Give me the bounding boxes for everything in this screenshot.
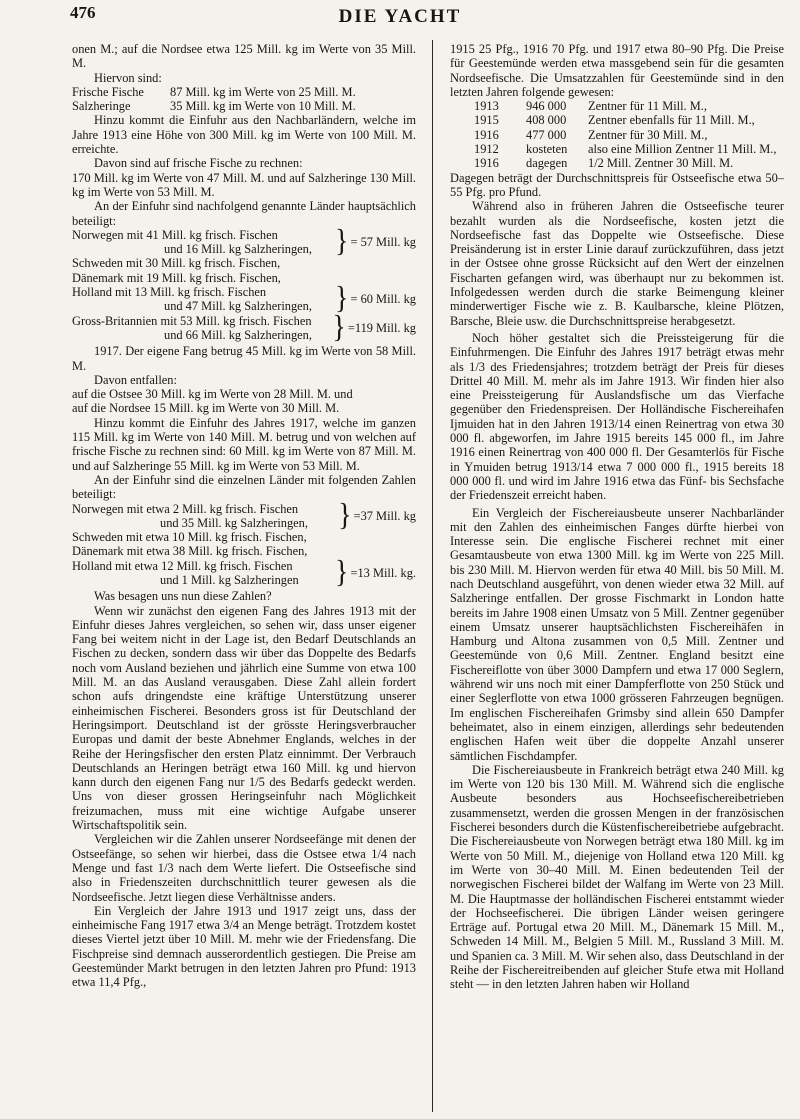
import-table-1913 <box>72 223 416 346</box>
paragraph: Vergleichen wir die Zahlen unserer Nordseefänge mit denen der Ostseefänge, so sehen wir hierbei, dass die Ostsee etwa 1/4 nach Menge und fast 1/3 nach dem Werte liefert. Die Ostseefische sind also in Friedenszeiten durchschnittlich teurer gewesen als die Nordseefische. Jetzt liegen diese Verhältnisse anders. <box>72 832 416 904</box>
table-row: 1913 946 000 Zentner für 11 Mill. M., <box>474 99 707 114</box>
brace: } <box>332 309 346 346</box>
paragraph: Noch höher gestaltet sich die Preissteigerung für die Einfuhrmengen. Die Einfuhr des Jahres 1917 beträgt etwas mehr als 1/3 des Friedensjahres; trotzdem beträgt der Preis für dieses Drittel 40 Mill. M. mehr als im Jahre 1913. Wir finden hier also eine Preissteigerung für Auslandsfische um das Vierfache gegenüber den Friedenspreisen. Der Holländische Fischereihafen Ijmuiden hat in den Jahren 1913/14 einen Reinertrag von etwa 30 000 fl. abgeworfen, im Jahre 1915 bereits 145 000 fl., im Jahre 1916 einen Reinertrag von 400 000 fl. Der Gesamterlös für Fische in Ymuiden betrug 1913/14 etwa 7 000 000 fl., 1915 bereits 18 000 000 fl. und wird im Jahre 1916 etwa das Fünf- bis Sechsfache der Friedenszeit erreicht haben. <box>450 330 784 503</box>
list-item: Frische Fische 87 Mill. kg im Werte von 25 Mill. M. <box>72 84 356 99</box>
paragraph: Davon entfallen: <box>94 372 177 387</box>
right-column <box>450 42 784 992</box>
table-row: 1915 408 000 Zentner ebenfalls für 11 Mill. M., <box>474 113 755 128</box>
table-row: Gross-Britannien mit 53 Mill. kg frisch. Fischen und 66 Mill. kg Salzheringen, } =119 Mill. kg <box>72 309 416 346</box>
paragraph: 170 Mill. kg im Werte von 47 Mill. M. und auf Salzheringe 130 Mill. kg im Werte von 53 Mill. M. <box>72 170 416 199</box>
table-row: Holland mit etwa 12 Mill. kg frisch. Fischen und 1 Mill. kg Salzheringen } =13 Mill. kg. <box>72 554 416 591</box>
table-row: Dänemark mit 19 Mill. kg frisch. Fischen, <box>72 270 281 285</box>
paragraph: Wenn wir zunächst den eigenen Fang des Jahres 1913 mit der Einfuhr dieses Jahres vergleichen, so sehen wir, dass unser eigener Fang bei weitem nicht in der Lage ist, den Bedarf Deutschlands an Fischen zu decken, sondern dass wir über das Doppelte des Bedarfs noch vom Ausland beziehen und jährlich eine Summe von etwa 100 Mill. M. an das Ausland verausgaben. Diese Zahl allein fordert schon aufs dringendste eine kräftige Unterstützung unserer einheimischen Fischerei. Besonders gross ist für Deutschland der Heringsimport. Deutschland ist der grösste Heringsverbraucher Europas und damit der beste Abnehmer Englands, welches in der Reihe der Heringsfischer den ersten Platz einnimmt. Der Verbrauch Deutschlands an Heringen beträgt etwa 160 Mill. kg und hiervon kann durch den eigenen Fang nur 1/5 des Bedarfs gedeckt werden. Uns von dieser grossen Heringseinfuhr nach Möglichkeit freizumachen, muss mit eine wichtige Aufgabe unserer Wirtschaftspolitik sein. <box>72 603 416 833</box>
table-row: Dänemark mit etwa 38 Mill. kg frisch. Fischen, <box>72 544 308 559</box>
paragraph: Hinzu kommt die Einfuhr aus den Nachbarländern, welche im Jahre 1913 eine Höhe von 300 Mill. kg im Werte von 100 Mill. M. erreichte. <box>72 113 416 157</box>
paragraph: An der Einfuhr sind die einzelnen Länder mit folgenden Zahlen beteiligt: <box>72 472 416 502</box>
paragraph: Hinzu kommt die Einfuhr des Jahres 1917, welche im ganzen 115 Mill. kg im Werte von 140 Mill. M. betrug und von welchen auf frische Fische zu rechnen sind: 60 Mill. kg im Werte von 87 Mill. M. und auf Salzheringe 55 Mill. kg im Werte von 53 Mill. M. <box>72 415 416 473</box>
table-row: 1912 kosteten also eine Million Zentner 11 Mill. M., <box>474 142 777 157</box>
brace: } <box>335 554 349 591</box>
turnover-table <box>450 99 784 170</box>
brace: } <box>335 223 349 260</box>
table-row: Holland mit 13 Mill. kg frisch. Fischen und 47 Mill. kg Salzheringen, } = 60 Mill. kg <box>72 280 416 317</box>
import-table-1917 <box>72 497 416 591</box>
paragraph: 1917. Der eigene Fang betrug 45 Mill. kg im Werte von 58 Mill. M. <box>72 344 416 373</box>
list-item: Salzheringe 35 Mill. kg im Werte von 10 Mill. M. <box>72 99 356 114</box>
paragraph: Ein Vergleich der Fischereiausbeute unserer Nachbarländer mit den Zahlen des einheimischen Fanges dürfte hierbei von Interesse sein. Die englische Fischerei rechnet mit einer Gesamtausbeute von etwa 1300 Mill. kg im Werte von 225 Mill. bis 230 Mill. M. Hiervon werden für etwa 40 Mill. bis 50 Mill. M. nach Deutschland ausgeführt, von denen wieder etwa 32 Mill. auf Salzheringe entfallen. Der grosse Fischmarkt in London hatte bereits im Jahre 1908 einen Umsatz von 5 Mill. Zentner gegenüber einem Umsatz unserer hauptsächlichsten Fischereihäfen in Hamburg und Altona zusammen von 0,5 Mill. Zentner und Geestemünde von 0,6 Mill. Zentner. England besitzt eine Fischereiflotte von über 3000 Dampfern und etwa 17 000 Seglern, während wir uns noch mit einer Dampferflotte von 250 Stück und einer Seglerflotte von etwa 1000 grösseren Fahrzeugen begnügen. Im englischen Fischereihafen Grimsby sind allein 650 Dampfer beheimatet, also in einem einzigen, allerdings sehr bedeutenden englischen Hafen weit über die doppelte Anzahl unserer sämtlichen Fischdampfer. <box>450 505 784 763</box>
brace: } <box>335 280 349 317</box>
paragraph: Was besagen uns nun diese Zahlen? <box>94 589 272 604</box>
column-divider <box>432 40 433 1112</box>
list-item: auf die Ostsee 30 Mill. kg im Werte von 28 Mill. M. und <box>72 387 353 402</box>
paragraph: Die Fischereiausbeute in Frankreich beträgt etwa 240 Mill. kg im Werte von 120 bis 130 Mill. M. Während sich die englische Ausbeute besonders aus Hochseefischereibetrieben zusammensetzt, werden die grossen Mengen in der französischen Fischerei besonders durch die Küstenfischereibetriebe aufgebracht. Die Fischereiausbeute von Norwegen beträgt etwa 180 Mill. kg im Werte von 50 Mill. M., diejenige von Holland etwa 120 Mill. kg im Werte von 30–40 Mill. M. Einen bedeutenden Teil der norwegischen Fischerei bildet der Walfang im Werte von 23 Mill. M. Die Hauptmasse der holländischen Fischerei entstammt wieder der Hochseefischerei. Die übrigen Länder weisen geringere Erträge auf. Portugal etwa 20 Mill. M., Dänemark 15 Mill. M., Schweden 14 Mill. M., Belgien 5 Mill. M., Russland 3 Mill. M. und Spanien ca. 3 Mill. M. Wir sehen also, dass Deutschland in der Reihe der Fischereitreibenden auf gleicher Stufe etwa mit Holland steht — in den letzten Jahren haben wir Holland <box>450 762 784 992</box>
table-row: 1916 dagegen 1/2 Mill. Zentner 30 Mill. M. <box>474 156 734 171</box>
paragraph: Hiervon sind: <box>94 70 162 85</box>
page-number: 476 <box>70 3 96 22</box>
running-title: DIE YACHT <box>338 6 462 27</box>
paragraph: Ein Vergleich der Jahre 1913 und 1917 zeigt uns, dass der einheimische Fang 1917 etwa 3/4 an Menge beträgt. Trotzdem kostet dieses Viertel jetzt über 10 Mill. M. mehr wie der Friedensfang. Die Fischpreise sind demnach ausserordentlich gestiegen. Die Preise am Geestemünder Markt betrugen in den letzten Jahren pro Pfund: 1913 etwa 11,4 Pfg., <box>72 903 416 990</box>
table-row: Schweden mit etwa 10 Mill. kg frisch. Fischen, <box>72 530 307 545</box>
left-column <box>72 42 416 990</box>
paragraph: 1915 25 Pfg., 1916 70 Pfg. und 1917 etwa 80–90 Pfg. Die Preise für Geestemünde werden etwa massgebend sein für die gesamten Nordseefische. Die Umsatzzahlen für Geestemünde sind in den letzten Jahren folgende gewesen: <box>450 42 784 99</box>
table-row: 1916 477 000 Zentner für 30 Mill. M., <box>474 127 708 142</box>
paragraph: onen M.; auf die Nordsee etwa 125 Mill. kg im Werte von 35 Mill. M. <box>72 42 416 71</box>
table-row: Norwegen mit 41 Mill. kg frisch. Fischen und 16 Mill. kg Salzheringen, } = 57 Mill. kg <box>72 223 416 260</box>
paragraph: An der Einfuhr sind nachfolgend genannte Länder hauptsächlich beteiligt: <box>72 199 416 228</box>
table-row: Norwegen mit etwa 2 Mill. kg frisch. Fischen und 35 Mill. kg Salzheringen, } =37 Mill. kg <box>72 497 416 534</box>
list-item: auf die Nordsee 15 Mill. kg im Werte von 30 Mill. M. <box>72 401 340 416</box>
paragraph: Während also in früheren Jahren die Ostseefische teurer bezahlt wurden als die Nordseefische, kosten jetzt die Nordseefische fast das Doppelte wie Ostseefische. Diese Preisänderung ist in erster Linie darauf zurückzuführen, dass jetzt in der Ostsee ohne grosse Rücksicht auf den Wert der einzelnen Fischarten gefangen wird, was überhaupt nur zu bekommen ist. Infolgedessen werden durch die starke Beimengung kleiner minderwertiger Fische wie z. B. Kaulbarsche, kleine Plötzen, Barsche, Bleie usw. die Durchschnittspreise herabgesetzt. <box>450 199 784 328</box>
brace: } <box>338 497 352 534</box>
table-row: Schweden mit 30 Mill. kg frisch. Fischen, <box>72 256 281 271</box>
paragraph: Davon sind auf frische Fische zu rechnen: <box>94 156 303 171</box>
paragraph: Dagegen beträgt der Durchschnittspreis für Ostseefische etwa 50–55 Pfg. pro Pfund. <box>450 170 784 199</box>
